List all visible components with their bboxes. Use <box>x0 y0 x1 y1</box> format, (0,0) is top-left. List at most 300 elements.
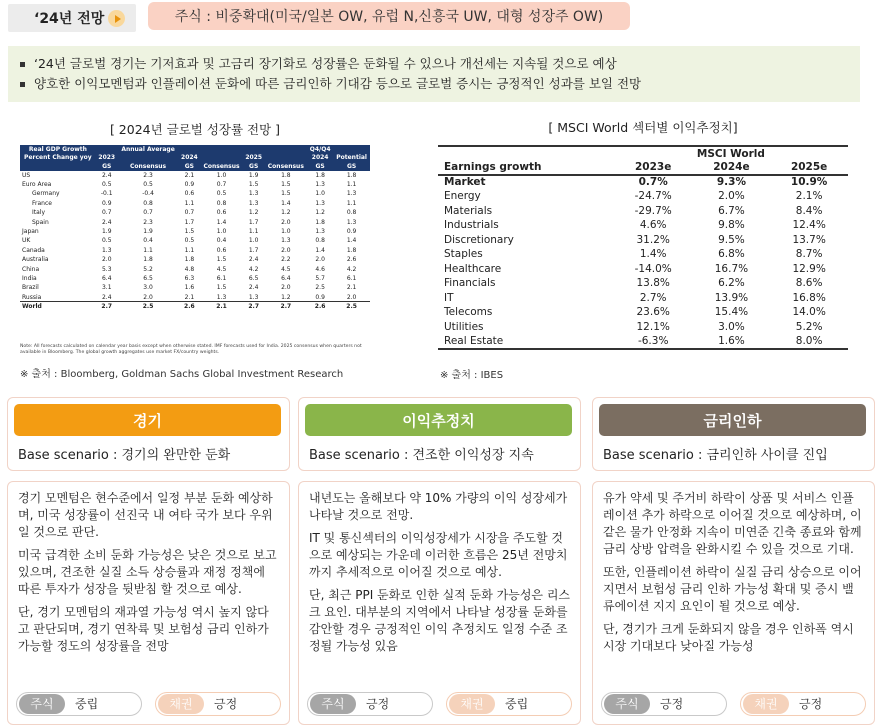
gdp-country: France <box>32 199 52 207</box>
stock-view: 중립 <box>75 696 99 711</box>
summary-box <box>8 46 860 102</box>
scenario-paragraph: IT 및 통신섹터의 이익성장세가 시장을 주도할 것으로 예상되는 가운데 이러한 흐름은 25년 전망치까지 추세적으로 이어질 것으로 예상. <box>309 531 568 579</box>
msci-row <box>438 218 848 233</box>
scenario-body <box>298 481 581 725</box>
gdp-value: 2.0 <box>346 293 357 301</box>
stock-label: 주식 <box>19 694 65 714</box>
msci-value: 8.7% <box>795 248 823 261</box>
msci-value: 16.7% <box>714 262 749 275</box>
gdp-table-title: [ 2024년 글로벌 성장률 전망 ] <box>109 122 281 137</box>
gdp-value: 1.7 <box>184 218 195 226</box>
gdp-value: 2.5 <box>333 302 370 311</box>
msci-value: -14.0% <box>634 262 672 275</box>
msci-value: 6.2% <box>718 277 745 290</box>
msci-year: 2025e <box>770 160 848 175</box>
gdp-row <box>20 264 370 273</box>
base-scenario: Base scenario : 경기의 완만한 둔화 <box>18 448 231 463</box>
gdp-value: 1.5 <box>216 256 227 264</box>
gdp-value: 1.1 <box>346 199 357 207</box>
msci-row <box>438 233 848 248</box>
gdp-value: 2.4 <box>101 171 112 179</box>
gdp-value: 1.5 <box>248 181 259 189</box>
gdp-row <box>20 227 370 236</box>
msci-year: 2023e <box>614 160 693 175</box>
headline-banner: 주식 : 비중확대(미국/일본 OW, 유럽 N,신흥국 UW, 대형 성장주 OW) <box>148 2 630 30</box>
msci-value: 2.7% <box>639 291 667 304</box>
gdp-value: 0.8 <box>346 209 357 217</box>
bond-view-tag <box>155 692 281 716</box>
gdp-country: India <box>22 274 37 282</box>
gdp-value: 1.5 <box>184 228 195 236</box>
gdp-value: 6.5 <box>143 274 153 282</box>
gdp-value: 0.5 <box>184 237 195 245</box>
msci-value: 12.9% <box>792 262 826 275</box>
bond-label: 채권 <box>449 694 495 714</box>
msci-table <box>438 145 848 350</box>
bond-view: 중립 <box>505 696 529 711</box>
gdp-country: Brazil <box>22 284 39 292</box>
gdp-value: 1.0 <box>216 228 227 236</box>
gdp-header-cell: Real GDP Growth <box>20 145 96 154</box>
gdp-header-cell: GS <box>333 162 370 171</box>
gdp-country: Russia <box>22 293 42 301</box>
gdp-value: 1.4 <box>315 246 325 254</box>
gdp-value: 1.3 <box>281 237 291 245</box>
msci-value: 6.7% <box>718 204 745 217</box>
gdp-header-cell <box>333 145 370 154</box>
msci-value: 16.8% <box>792 291 826 304</box>
scenario-title: 금리인하 <box>599 404 866 436</box>
gdp-value: 4.8 <box>184 265 195 273</box>
msci-value: 31.2% <box>636 233 670 246</box>
gdp-header-cell: Percent Change yoy <box>20 154 96 163</box>
scenario-body <box>7 481 290 725</box>
gdp-value: 1.1 <box>346 181 357 189</box>
gdp-value: 0.5 <box>216 190 227 198</box>
gdp-value: 0.5 <box>101 181 112 189</box>
stock-view-tag <box>601 692 727 716</box>
gdp-header-cell: Potential <box>333 154 370 163</box>
gdp-header-cell: Consensus <box>265 162 307 171</box>
gdp-row <box>20 217 370 226</box>
gdp-country: Germany <box>32 190 60 198</box>
gdp-header-cell: GS <box>178 162 200 171</box>
bond-view: 긍정 <box>214 696 238 711</box>
gdp-row <box>20 274 370 283</box>
stock-label: 주식 <box>310 694 356 714</box>
msci-row <box>438 247 848 262</box>
gdp-value: 4.2 <box>248 265 259 273</box>
msci-value: 0.7% <box>638 176 668 189</box>
view-tags <box>307 692 572 716</box>
gdp-value: 2.6 <box>178 302 200 311</box>
gdp-value: 2.1 <box>184 171 195 179</box>
scenario-column <box>7 397 290 725</box>
gdp-value: 1.0 <box>281 228 291 236</box>
gdp-value: 1.0 <box>216 171 227 179</box>
msci-table-title: [ MSCI World 섹터별 이익추정치] <box>548 120 738 135</box>
gdp-header-cell: Consensus <box>118 162 179 171</box>
gdp-country: US <box>22 171 31 179</box>
play-icon[interactable] <box>108 10 125 27</box>
gdp-value: 1.5 <box>281 181 291 189</box>
scenario-body <box>592 481 875 725</box>
msci-value: 8.4% <box>795 204 823 217</box>
msci-sector: Healthcare <box>444 262 502 275</box>
gdp-value: 1.8 <box>143 256 153 264</box>
header <box>0 0 878 36</box>
msci-sector: Financials <box>444 277 496 290</box>
msci-value: 9.8% <box>718 219 745 232</box>
msci-value: 2.0% <box>718 190 745 203</box>
gdp-country: Canada <box>22 246 45 254</box>
scenario-header-box <box>592 397 875 471</box>
gdp-header-cell: 2023 <box>96 154 118 163</box>
msci-sector: Real Estate <box>438 334 614 349</box>
msci-sector: Utilities <box>444 320 484 333</box>
scenario-column <box>298 397 581 725</box>
gdp-value: 1.1 <box>184 246 195 254</box>
gdp-value: 0.7 <box>143 209 153 217</box>
gdp-value: 4.5 <box>216 265 227 273</box>
gdp-value: 1.3 <box>248 199 259 207</box>
gdp-country: World <box>20 302 96 311</box>
gdp-header-row <box>20 154 370 163</box>
msci-value: 13.7% <box>792 233 826 246</box>
msci-value: -6.3% <box>614 334 693 349</box>
gdp-value: 2.6 <box>307 302 333 311</box>
msci-value: 2.1% <box>795 190 823 203</box>
gdp-value: 1.8 <box>346 246 357 254</box>
gdp-value: 1.0 <box>248 237 259 245</box>
scenario-header-box <box>298 397 581 471</box>
gdp-value: 1.4 <box>281 199 291 207</box>
gdp-value: 1.4 <box>346 237 357 245</box>
scenario-paragraph: 미국 급격한 소비 둔화 가능성은 낮은 것으로 보고 있으며, 견조한 실질 소득 상승률과 재정 정책에 따른 투자가 성장을 뒷받침 할 것으로 예상. <box>18 548 277 596</box>
gdp-header-cell: Consensus <box>200 162 242 171</box>
gdp-value: 0.6 <box>216 209 227 217</box>
gdp-row <box>20 255 370 264</box>
gdp-value: 1.3 <box>248 190 259 198</box>
gdp-value: 0.6 <box>184 190 195 198</box>
gdp-row <box>20 199 370 208</box>
gdp-value: 1.1 <box>143 246 153 254</box>
gdp-value: 1.2 <box>281 293 291 301</box>
gdp-value: 6.4 <box>101 274 112 282</box>
gdp-value: 0.8 <box>216 199 227 207</box>
gdp-value: 1.3 <box>346 218 357 226</box>
msci-value: 23.6% <box>636 306 670 319</box>
msci-col-label: Earnings growth <box>438 160 614 175</box>
scenario-title: 이익추정치 <box>305 404 572 436</box>
gdp-value: 2.3 <box>143 171 153 179</box>
gdp-value: 1.6 <box>184 284 195 292</box>
gdp-row <box>20 171 370 180</box>
msci-sector: IT <box>444 291 454 304</box>
gdp-value: 1.3 <box>315 181 325 189</box>
msci-value: 9.5% <box>718 233 745 246</box>
gdp-value: 3.1 <box>101 284 112 292</box>
msci-row <box>438 334 848 349</box>
msci-year: 2024e <box>693 160 771 175</box>
stock-view-tag <box>307 692 433 716</box>
gdp-country: UK <box>22 237 31 245</box>
gdp-row <box>20 293 370 302</box>
gdp-value: 4.2 <box>346 265 357 273</box>
gdp-value: 0.7 <box>184 209 195 217</box>
msci-sector: Market <box>444 176 486 189</box>
year-tab-label: ‘24년 전망 <box>34 11 105 27</box>
msci-value: 10.9% <box>790 176 828 189</box>
gdp-value: 1.2 <box>281 209 291 217</box>
gdp-header-cell: GS <box>96 162 118 171</box>
gdp-value: 2.1 <box>200 302 242 311</box>
scenario-paragraph: 내년도는 올해보다 약 10% 가량의 이익 성장세가 나타날 것으로 전망. <box>309 491 568 522</box>
gdp-value: 1.0 <box>315 190 325 198</box>
base-scenario: Base scenario : 금리인하 사이클 진입 <box>603 448 828 463</box>
gdp-value: 0.8 <box>315 237 325 245</box>
gdp-value: 1.8 <box>346 171 357 179</box>
gdp-value: 1.3 <box>346 190 357 198</box>
gdp-header-cell <box>178 145 200 154</box>
msci-value: 4.6% <box>639 219 667 232</box>
gdp-value: 0.4 <box>143 237 153 245</box>
gdp-value: 2.4 <box>248 256 259 264</box>
gdp-value: 1.8 <box>184 256 195 264</box>
scenario-paragraph: 단, 경기가 크게 둔화되지 않을 경우 인하폭 역시 시장 기대보다 낮아질 가능성 <box>603 622 854 653</box>
stock-view: 긍정 <box>366 696 390 711</box>
gdp-value: 0.6 <box>216 246 227 254</box>
gdp-world-row <box>20 302 370 311</box>
gdp-value: 1.2 <box>248 209 259 217</box>
msci-row <box>438 175 848 190</box>
msci-value: 6.8% <box>718 248 745 261</box>
gdp-value: 2.5 <box>118 302 179 311</box>
gdp-value: 1.8 <box>315 218 325 226</box>
stock-view: 긍정 <box>660 696 684 711</box>
bond-view-tag <box>740 692 866 716</box>
gdp-value: 2.4 <box>248 284 259 292</box>
gdp-row <box>20 236 370 245</box>
gdp-value: 0.9 <box>315 293 325 301</box>
gdp-value: 2.3 <box>143 218 153 226</box>
gdp-country: Japan <box>22 228 39 236</box>
gdp-header-cell <box>118 154 179 163</box>
gdp-source: ※ 출처 : Bloomberg, Goldman Sachs Global Investment Research <box>20 369 344 380</box>
msci-row <box>438 276 848 291</box>
gdp-value: 4.6 <box>315 265 325 273</box>
msci-row <box>438 305 848 320</box>
gdp-header-cell <box>200 145 242 154</box>
msci-value: -29.7% <box>634 204 672 217</box>
gdp-country: Italy <box>32 209 46 217</box>
scenario-column <box>592 397 875 725</box>
gdp-country: Australia <box>22 256 49 264</box>
bond-label: 채권 <box>158 694 204 714</box>
bond-label: 채권 <box>743 694 789 714</box>
gdp-table-note: Note: All forecasts calculated on calendar year basis except when otherwise stated. IMF forecasts used for India. 2025 consensus when quarters not available in Bloomberg. The global growth aggregates use market FX/country weights. <box>20 344 362 355</box>
msci-sector: Energy <box>444 190 481 203</box>
view-tags <box>16 692 281 716</box>
gdp-value: 3.0 <box>143 284 153 292</box>
gdp-value: 1.3 <box>315 199 325 207</box>
gdp-value: 0.9 <box>184 181 195 189</box>
gdp-value: 1.9 <box>101 228 112 236</box>
gdp-value: 1.3 <box>101 246 112 254</box>
gdp-country: Euro Area <box>22 181 52 189</box>
msci-value: 12.1% <box>636 320 670 333</box>
gdp-row <box>20 283 370 292</box>
gdp-header-cell <box>96 145 118 154</box>
gdp-value: 6.1 <box>346 274 357 282</box>
scenario-paragraph: 단, 경기 모멘텀의 재과열 가능성 역시 높지 않다고 판단되며, 경기 연착륙 및 보험성 금리 인하가 가능할 정도의 성장률을 전망 <box>18 605 269 653</box>
gdp-value: 6.3 <box>184 274 195 282</box>
gdp-value: 1.9 <box>248 171 259 179</box>
msci-value: 9.3% <box>716 176 746 189</box>
gdp-value: 6.4 <box>281 274 291 282</box>
msci-row <box>438 320 848 335</box>
gdp-value: 2.6 <box>346 256 357 264</box>
gdp-value: 1.3 <box>248 293 259 301</box>
gdp-value: 2.4 <box>101 218 112 226</box>
msci-row <box>438 204 848 219</box>
bond-view: 긍정 <box>799 696 823 711</box>
gdp-value: 1.5 <box>216 284 227 292</box>
bond-view-tag <box>446 692 572 716</box>
gdp-value: 2.1 <box>184 293 195 301</box>
gdp-country: Spain <box>32 218 49 226</box>
gdp-row <box>20 180 370 189</box>
gdp-value: 0.7 <box>101 209 112 217</box>
msci-value: 15.4% <box>714 306 749 319</box>
msci-sector: Materials <box>444 204 493 217</box>
gdp-value: 6.5 <box>248 274 259 282</box>
gdp-value: 1.3 <box>216 293 227 301</box>
gdp-value: 1.8 <box>281 171 291 179</box>
gdp-value: 2.7 <box>96 302 118 311</box>
summary-bullet: ‘24년 글로벌 경기는 기저효과 및 고금리 장기화로 성장률은 둔화될 수 있으나 개선세는 지속될 것으로 예상 <box>20 54 848 74</box>
gdp-value: 2.0 <box>281 246 291 254</box>
msci-blank <box>438 146 614 160</box>
gdp-header-row <box>20 162 370 171</box>
gdp-value: 2.4 <box>101 293 112 301</box>
msci-value: 13.8% <box>636 277 670 290</box>
stock-label: 주식 <box>604 694 650 714</box>
scenario-paragraph: 또한, 인플레이션 하락이 실질 금리 상승으로 이어지면서 보험성 금리 인하 가능성 확대 및 증시 밸류에이션 지지 요인이 될 것으로 예상. <box>603 565 862 613</box>
msci-value: 8.6% <box>795 277 823 290</box>
gdp-value: -0.4 <box>142 190 154 198</box>
gdp-value: 2.0 <box>315 256 325 264</box>
gdp-value: 0.9 <box>346 228 357 236</box>
gdp-header-cell <box>265 145 307 154</box>
gdp-value: 0.5 <box>101 237 112 245</box>
gdp-header-cell: 2025 <box>243 154 265 163</box>
gdp-value: 0.4 <box>216 237 227 245</box>
gdp-value: 1.2 <box>315 209 325 217</box>
gdp-value: 2.1 <box>346 284 357 292</box>
gdp-value: 2.7 <box>243 302 265 311</box>
gdp-value: 2.5 <box>315 284 325 292</box>
gdp-value: 0.5 <box>143 181 153 189</box>
gdp-value: 1.5 <box>281 190 291 198</box>
msci-row <box>438 189 848 204</box>
gdp-value: 1.7 <box>248 246 259 254</box>
summary-bullet: 양호한 이익모멘텀과 인플레이션 둔화에 따른 금리인하 기대감 등으로 글로벌 증시는 긍정적인 성과를 보일 전망 <box>20 74 848 94</box>
base-scenario: Base scenario : 견조한 이익성장 지속 <box>309 448 534 463</box>
gdp-value: 2.0 <box>101 256 112 264</box>
gdp-header-cell <box>20 162 96 171</box>
gdp-value: 1.3 <box>315 228 325 236</box>
msci-value: 1.6% <box>693 334 771 349</box>
gdp-row <box>20 189 370 198</box>
scenario-paragraph: 경기 모멘텀은 현수준에서 일정 부분 둔화 예상하며, 미국 성장률이 선진국 내 여타 국가 보다 우위일 것으로 판단. <box>18 491 273 539</box>
gdp-header-cell <box>200 154 242 163</box>
gdp-header-cell: GS <box>307 162 333 171</box>
msci-value: 14.0% <box>792 306 826 319</box>
gdp-header-cell: 2024 <box>178 154 200 163</box>
gdp-value: 1.1 <box>248 228 259 236</box>
msci-value: -24.7% <box>634 190 672 203</box>
msci-value: 12.4% <box>792 219 826 232</box>
gdp-value: 2.7 <box>265 302 307 311</box>
msci-row <box>438 291 848 306</box>
gdp-value: 2.0 <box>281 284 291 292</box>
gdp-value: -0.1 <box>100 190 113 198</box>
scenario-header-box <box>7 397 290 471</box>
msci-sector: Industrials <box>444 219 499 232</box>
msci-source: ※ 출처 : IBES <box>440 370 504 381</box>
gdp-value: 0.9 <box>101 199 112 207</box>
gdp-value: 0.7 <box>216 181 227 189</box>
gdp-value: 2.2 <box>281 256 291 264</box>
gdp-header-cell: Q4/Q4 <box>307 145 333 154</box>
gdp-value: 2.0 <box>281 218 291 226</box>
gdp-value: 0.8 <box>143 199 153 207</box>
scenario-paragraph: 유가 약세 및 주거비 하락이 상품 및 서비스 인플레이션 추가 하락으로 이어질 것으로 예상하며, 이 같은 물가 안정화 지속이 미연준 긴축 종료와 함께 금리 상방 압력을 완화시킬 수 있을 것으로 기대. <box>603 491 862 556</box>
gdp-row <box>20 246 370 255</box>
gdp-country: China <box>22 265 40 273</box>
msci-value: 1.4% <box>639 248 667 261</box>
stock-view-tag <box>16 692 142 716</box>
gdp-header-cell: Annual Average <box>118 145 179 154</box>
msci-sector: Staples <box>444 248 483 261</box>
msci-row <box>438 262 848 277</box>
gdp-value: 1.9 <box>143 228 153 236</box>
gdp-header-cell <box>243 145 265 154</box>
gdp-header-cell: 2024 <box>307 154 333 163</box>
msci-value: 13.9% <box>714 291 749 304</box>
msci-sector: Telecoms <box>444 306 493 319</box>
gdp-value: 4.5 <box>281 265 291 273</box>
gdp-value: 1.4 <box>216 218 227 226</box>
gdp-value: 2.0 <box>143 293 153 301</box>
gdp-row <box>20 208 370 217</box>
gdp-value: 5.7 <box>315 274 325 282</box>
msci-value: 5.2% <box>795 320 823 333</box>
view-tags <box>601 692 866 716</box>
gdp-value: 5.3 <box>101 265 112 273</box>
scenario-paragraph: 단, 최근 PPI 둔화로 인한 실적 둔화 가능성은 리스크 요인. 대부분의 지역에서 나타날 성장률 둔화를 감안할 경우 긍정적인 이익 추정치도 일정 수준 조정될 가능성 있음 <box>309 588 570 653</box>
msci-group-header <box>438 146 848 160</box>
msci-sector: Discretionary <box>444 233 514 246</box>
gdp-value: 1.7 <box>248 218 259 226</box>
gdp-value: 1.8 <box>315 171 325 179</box>
gdp-value: 6.1 <box>216 274 227 282</box>
msci-value: 8.0% <box>770 334 848 349</box>
gdp-value: 5.2 <box>143 265 153 273</box>
msci-col-header <box>438 160 848 175</box>
gdp-table <box>20 145 370 311</box>
